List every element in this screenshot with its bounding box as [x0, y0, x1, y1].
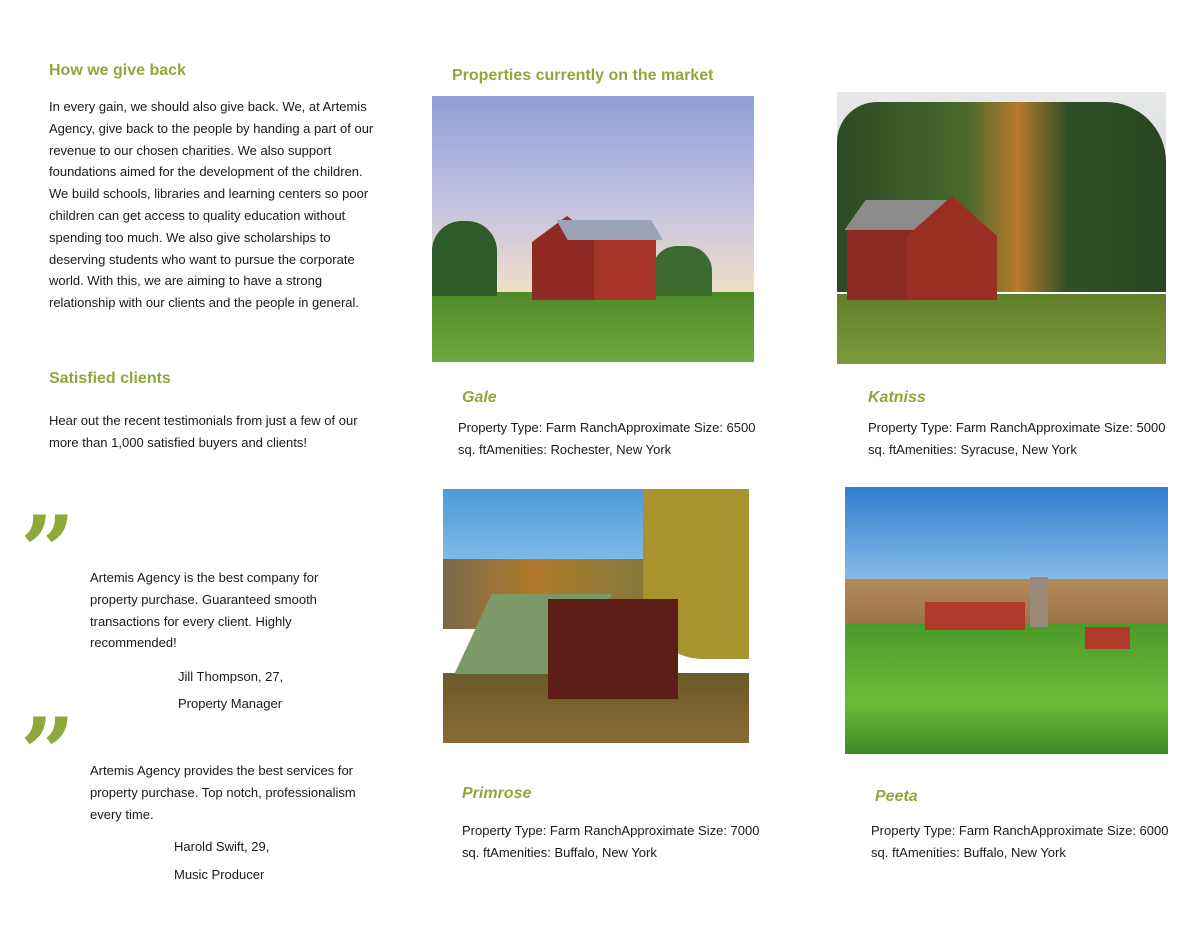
property-name: Katniss: [868, 389, 926, 406]
testimonial-role: Music Producer: [174, 867, 265, 882]
testimonial-name: Jill Thompson, 27,: [178, 669, 284, 684]
property-photo-katniss: [837, 92, 1166, 364]
testimonial-quote: Artemis Agency is the best company for property purchase. Guaranteed smooth transactions for every client. Highly recommended!: [90, 570, 319, 651]
give-back-body: In every gain, we should also give back. We, at Artemis Agency, give back to the people by handing a part of our revenue to our chosen charities. We also support foundations aimed for the development of the children. We build schools, libraries and learning centers so poor children can get access to quality education without spending too much. We also give scholarships to deserving students who want to pursue the corporate world. With this, we are aiming to have a strong relationship with our clients and the people in general.: [49, 99, 374, 311]
quote-mark-icon: ”: [20, 697, 70, 810]
quote-mark-icon: ”: [20, 495, 70, 608]
property-description: Property Type: Farm RanchApproximate Size: 7000 sq. ftAmenities: Buffalo, New York: [462, 823, 760, 860]
give-back-heading: How we give back: [49, 62, 186, 79]
property-photo-gale: [432, 96, 754, 362]
property-photo-primrose: [443, 489, 749, 743]
testimonial-role: Property Manager: [178, 696, 283, 711]
property-photo-peeta: [845, 487, 1168, 754]
property-name: Gale: [462, 389, 497, 406]
clients-intro: Hear out the recent testimonials from just a few of our more than 1,000 satisfied buyers and clients!: [49, 413, 358, 450]
testimonial-name: Harold Swift, 29,: [174, 839, 270, 854]
property-description: Property Type: Farm RanchApproximate Size: 5000 sq. ftAmenities: Syracuse, New York: [868, 420, 1166, 457]
property-name: Primrose: [462, 785, 532, 802]
property-name: Peeta: [875, 788, 918, 805]
satisfied-clients-heading: Satisfied clients: [49, 370, 171, 387]
property-description: Property Type: Farm RanchApproximate Size: 6000 sq. ftAmenities: Buffalo, New York: [871, 823, 1169, 860]
property-description: Property Type: Farm RanchApproximate Size: 6500 sq. ftAmenities: Rochester, New York: [458, 420, 756, 457]
testimonial-quote: Artemis Agency provides the best services for property purchase. Top notch, professionalism every time.: [90, 763, 356, 822]
properties-heading: Properties currently on the market: [452, 67, 714, 84]
